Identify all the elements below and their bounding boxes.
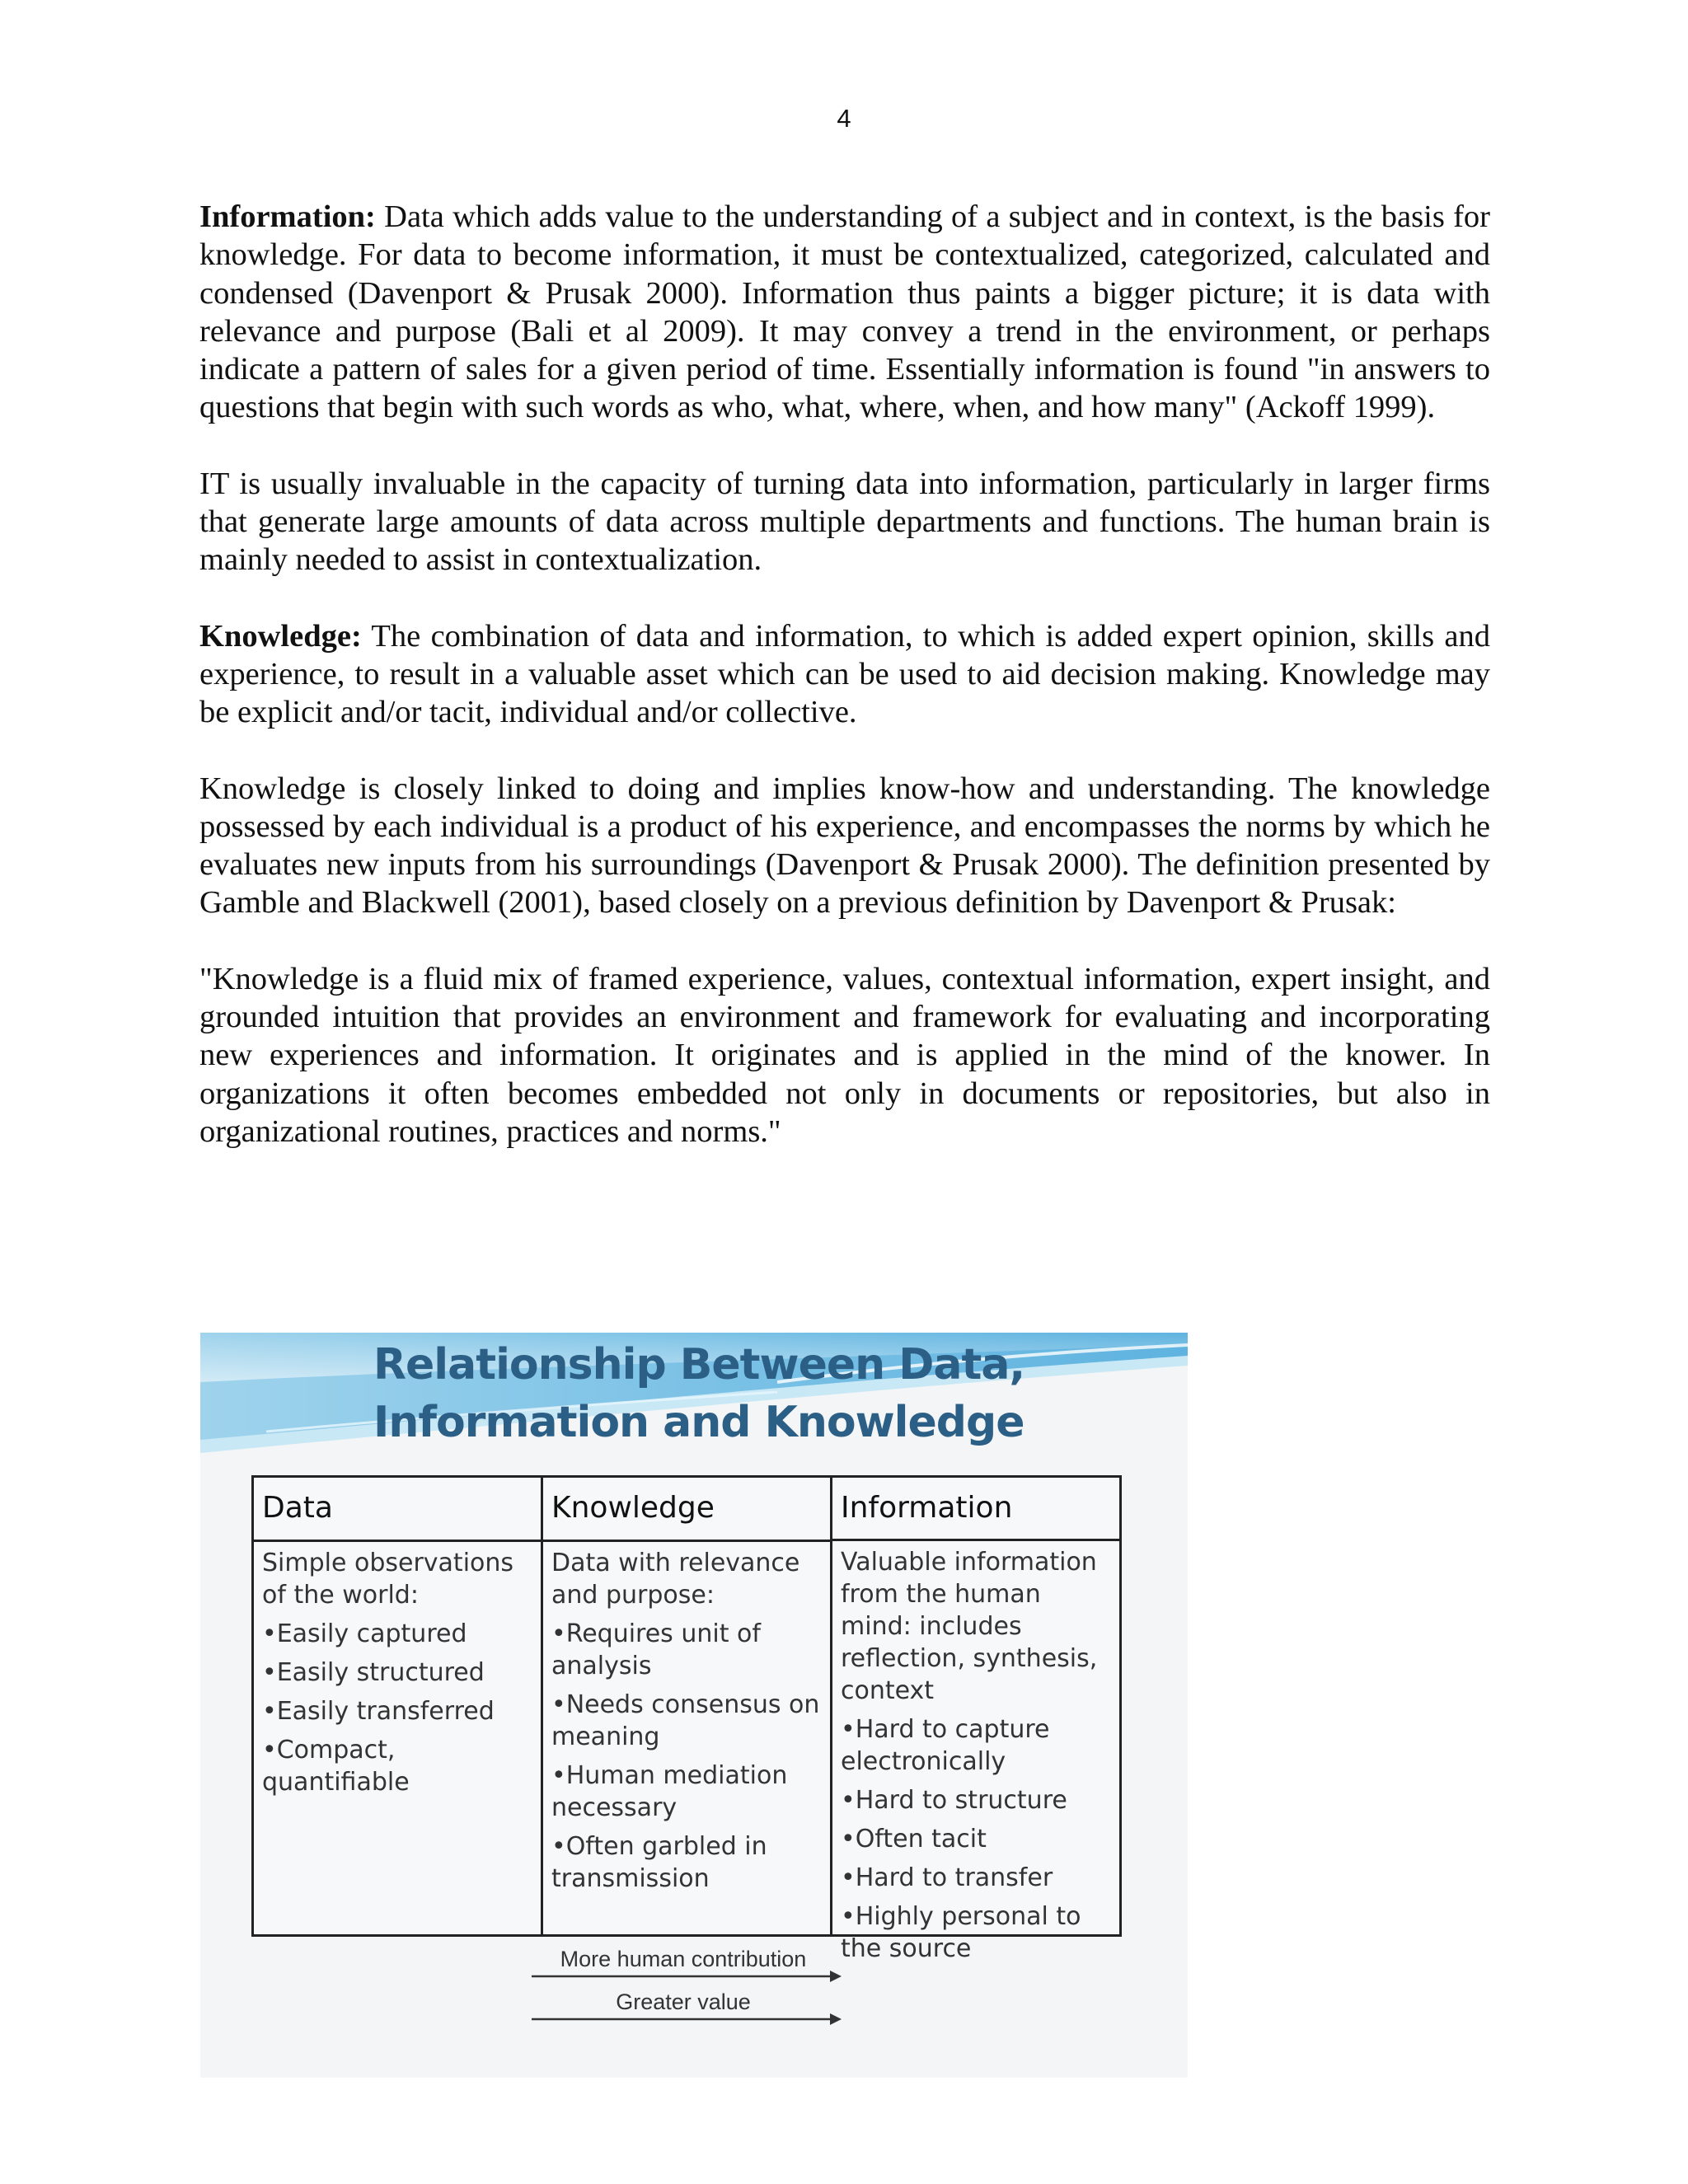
bullet-item: •Requires unit of analysis [551, 1619, 761, 1680]
column-intro: Valuable information from the human mind: includes reflection, synthesis, context [841, 1548, 1098, 1705]
bullet-item: •Often tacit [841, 1825, 987, 1854]
column-intro: Simple observations of the world: [262, 1549, 514, 1610]
definition-quote: "Knowledge is a fluid mix of framed experience, values, contextual information, expert insight, and grounded intuition that provides an environment and framework for evaluating and incorporating new experiences and information. It originates and is applied in the mind of the knower. In organizations it often becomes embedded not only in documents or repositories, but also in organizational routines, practices and norms." [199, 961, 1490, 1149]
bullet-item: •Hard to structure [841, 1786, 1067, 1815]
bullet-item: •Hard to capture electronically [841, 1715, 1050, 1776]
information-term: Information: [199, 199, 376, 234]
bullet-item: •Hard to transfer [841, 1863, 1053, 1892]
knowledge-paragraph [199, 617, 1490, 732]
bullet-item: •Compact, quantifiable [262, 1736, 410, 1797]
arrow-label-greater-value: Greater value [616, 1990, 751, 2014]
bullet-item: •Needs consensus on meaning [551, 1690, 820, 1751]
column-header: Data [254, 1478, 541, 1542]
column-header: Information [832, 1478, 1119, 1541]
column-header: Knowledge [543, 1478, 830, 1542]
it-paragraph: IT is usually invaluable in the capacity of turning data into information, particularly in larger firms that generate large amounts of data across multiple departments and functions. The human brain is mainly needed to assist in contextualization. [199, 466, 1490, 578]
bullet-item: •Easily structured [262, 1658, 485, 1687]
body-text [199, 198, 1490, 1188]
figure-title-line2: Information and Knowledge [373, 1398, 1025, 1447]
bullet-item: •Often garbled in transmission [551, 1832, 767, 1893]
knowledge-term: Knowledge: [199, 618, 362, 654]
page-number: 4 [837, 104, 851, 133]
knowhow-paragraph: Knowledge is closely linked to doing and implies know-how and understanding. The knowledge possessed by each individual is a product of his experience, and encompasses the norms by which he evaluates new inputs from his surroundings (Davenport & Prusak 2000). The definition presented by Gamble and Blackwell (2001), based closely on a previous definition by Davenport & Prusak: [199, 771, 1490, 921]
relationship-figure [200, 1333, 1188, 2078]
information-paragraph [199, 198, 1490, 427]
figure-title-line1: Relationship Between Data, [373, 1340, 1025, 1390]
bullet-item: •Easily captured [262, 1619, 467, 1648]
arrow-label-human-contribution: More human contribution [560, 1947, 807, 1971]
bullet-item: •Easily transferred [262, 1697, 495, 1726]
bullet-item: •Highly personal to the source [841, 1902, 1081, 1963]
column-intro: Data with relevance and purpose: [551, 1549, 800, 1610]
bullet-item: •Human mediation necessary [551, 1761, 788, 1822]
information-text: Data which adds value to the understanding of a subject and in context, is the basis for knowledge. For data to become information, it must be contextualized, categorized, calculated and condensed (Davenport & Prusak 2000). Information thus paints a bigger picture; it is data with relevance and purpose (Bali et al 2009). It may convey a trend in the environment, or perhaps indicate a pattern of sales for a given period of time. Essentially information is found "in answers to questions that begin with such words as who, what, where, when, and how many" (Ackoff 1999). [199, 199, 1490, 425]
knowledge-text: The combination of data and information, to which is added expert opinion, skills and experience, to result in a valuable asset which can be used to aid decision making. Knowledge may be explicit and/or tacit, individual and/or collective. [199, 618, 1490, 730]
